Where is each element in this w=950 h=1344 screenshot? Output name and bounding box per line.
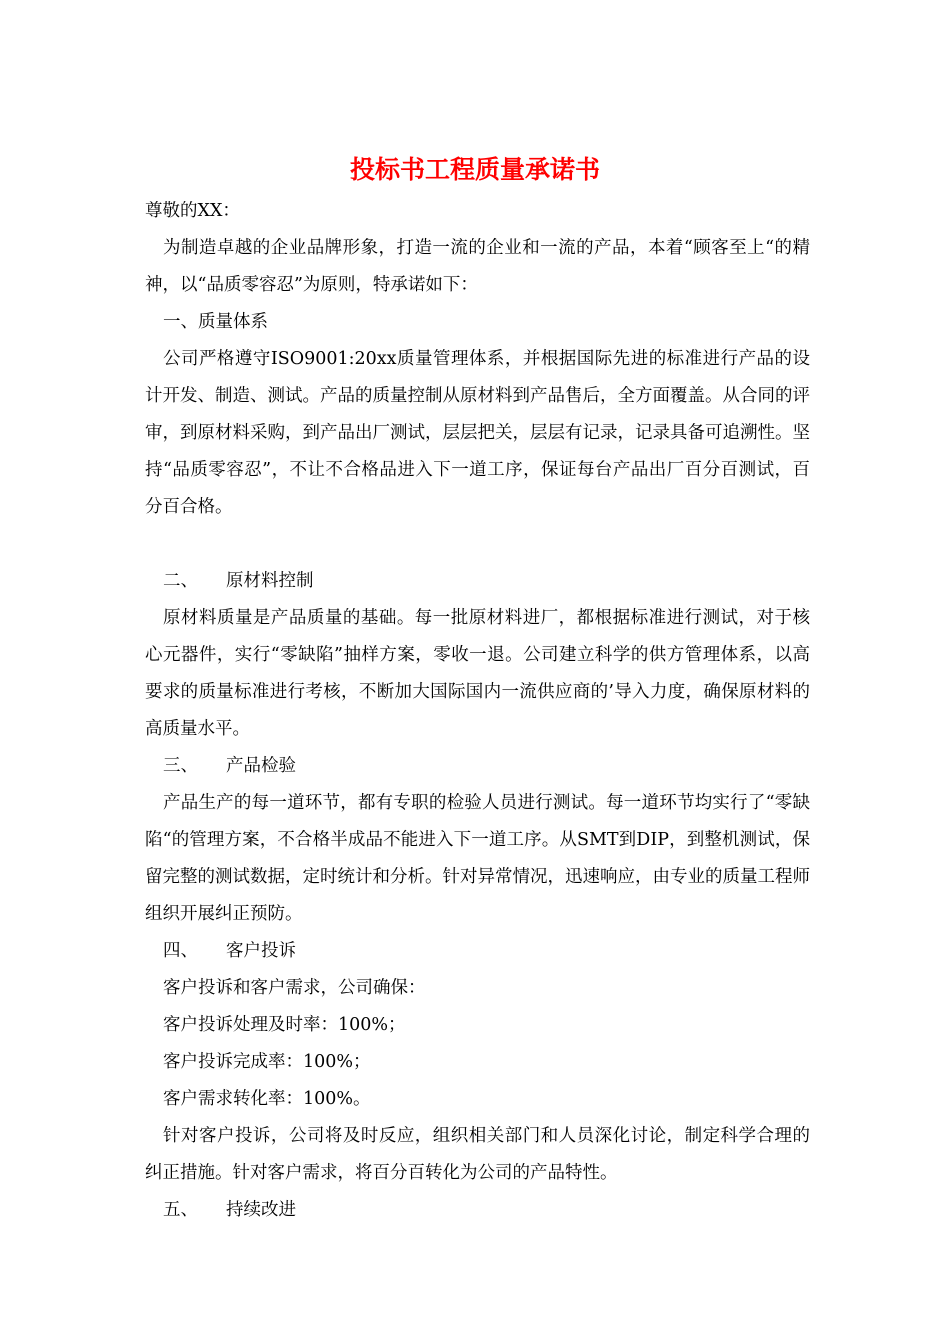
- section-4-line-4: 客户需求转化率：100%。: [163, 1089, 371, 1109]
- salutation: 尊敬的XX：: [145, 201, 240, 221]
- section-3-body: 产品生产的每一道环节，都有专职的检验人员进行测试。每一道环节均实行了“零缺陷“的管理方案，不合格半成品不能进入下一道工序。从SMT到DIP，到整机测试，保留完整的测试数据，定时统计和分析。针对异常情况，迅速响应，由专业的质量工程师组织开展纠正预防。: [145, 793, 810, 924]
- section-3-title: 产品检验: [226, 756, 296, 776]
- section-4-title: 客户投诉: [226, 941, 296, 961]
- section-2-title: 原材料控制: [226, 571, 314, 591]
- section-4-line-2: 客户投诉处理及时率：100%；: [163, 1015, 406, 1035]
- section-4-body: 针对客户投诉，公司将及时反应，组织相关部门和人员深化讨论，制定科学合理的纠正措施。针对客户需求，将百分百转化为公司的产品特性。: [145, 1126, 810, 1183]
- section-4-heading: [145, 933, 810, 970]
- section-5-number: 五、: [163, 1200, 198, 1220]
- intro-paragraph: 为制造卓越的企业品牌形象，打造一流的企业和一流的产品，本着“顾客至上“的精神，以“品质零容忍”为原则，特承诺如下：: [145, 238, 810, 295]
- section-1-number: 一、: [163, 312, 198, 332]
- section-4-line-3: 客户投诉完成率：100%；: [163, 1052, 371, 1072]
- document-body: [145, 193, 810, 1229]
- section-4-line-1: 客户投诉和客户需求，公司确保：: [163, 978, 426, 998]
- section-4-number: 四、: [163, 941, 198, 961]
- section-1-title: 质量体系: [198, 312, 268, 332]
- section-3-heading: [145, 748, 810, 785]
- section-2-heading: [145, 563, 810, 600]
- section-2-body: 原材料质量是产品质量的基础。每一批原材料进厂，都根据标准进行测试，对于核心元器件，实行“零缺陷”抽样方案，零收一退。公司建立科学的供方管理体系，以高要求的质量标准进行考核，不断加大国际国内一流供应商的’导入力度，确保原材料的高质量水平。: [145, 608, 810, 739]
- section-3-number: 三、: [163, 756, 198, 776]
- section-1-body: 公司严格遵守ISO9001:20xx质量管理体系，并根据国际先进的标准进行产品的设计开发、制造、测试。产品的质量控制从原材料到产品售后，全方面覆盖。从合同的评审，到原材料采购，到产品出厂测试，层层把关，层层有记录，记录具备可追溯性。坚持“品质零容忍”，不让不合格品进入下一道工序，保证每台产品出厂百分百测试，百分百合格。: [145, 349, 810, 517]
- document-title: 投标书工程质量承诺书: [349, 155, 600, 184]
- section-1-heading: [145, 304, 810, 341]
- section-5-title: 持续改进: [226, 1200, 296, 1220]
- blank-line: [145, 526, 810, 563]
- section-5-heading: [145, 1192, 810, 1229]
- section-2-number: 二、: [163, 571, 198, 591]
